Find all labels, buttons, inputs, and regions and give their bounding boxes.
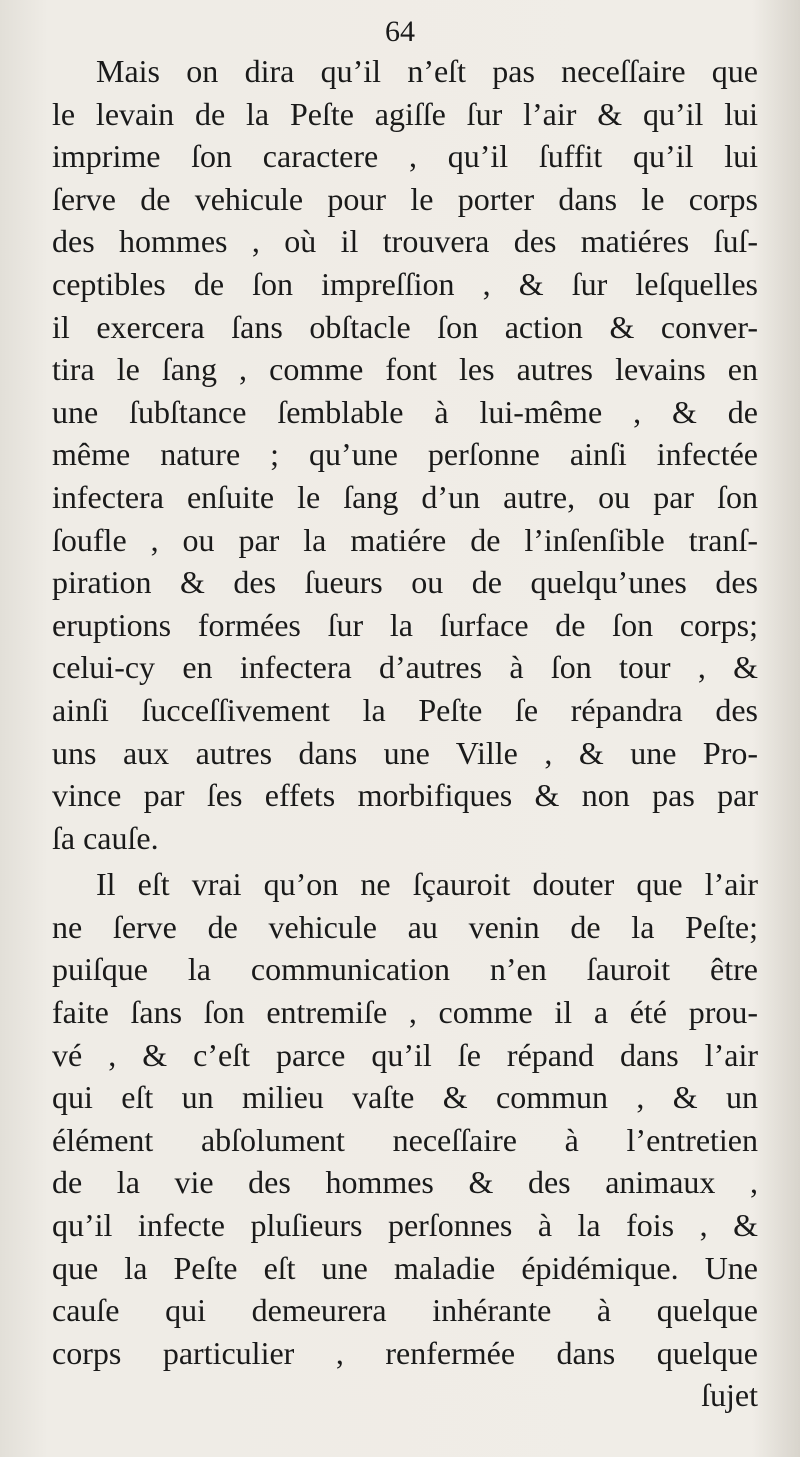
text-line: ainſi ſucceſſivement la Peſte ſe répandra des bbox=[52, 691, 758, 728]
text-line: ne ſerve de vehicule au venin de la Peſte; bbox=[52, 908, 758, 945]
text-line: élément abſolument neceſſaire à l’entretien bbox=[52, 1121, 758, 1158]
text-line: cauſe qui demeurera inhérante à quelque bbox=[52, 1292, 758, 1329]
text-line: Mais on dira qu’il n’eſt pas neceſſaire que bbox=[96, 53, 758, 89]
paragraph-1 bbox=[52, 50, 758, 859]
text-line: piration & des ſueurs ou de quelqu’unes des bbox=[52, 564, 758, 601]
text-body bbox=[52, 50, 758, 1417]
text-line: uns aux autres dans une Ville , & une Pro- bbox=[52, 734, 758, 771]
text-line: faite ſans ſon entremiſe , comme il a été prou- bbox=[52, 994, 758, 1031]
paragraph-2 bbox=[52, 863, 758, 1374]
text-line: imprime ſon caractere , qu’il ſuffit qu’il lui bbox=[52, 138, 758, 175]
text-line: une ſubſtance ſemblable à lui-même , & de bbox=[52, 393, 758, 430]
text-line: ſerve de vehicule pour le porter dans le corps bbox=[52, 180, 758, 217]
text-line: que la Peſte eſt une maladie épidémique. Une bbox=[52, 1249, 758, 1286]
text-line: qu’il infecte pluſieurs perſonnes à la fois , & bbox=[52, 1207, 758, 1244]
text-line: ceptibles de ſon impreſſion , & ſur leſquelles bbox=[52, 265, 758, 302]
text-line: des hommes , où il trouvera des matiéres ſuſ- bbox=[52, 223, 758, 260]
text-line: Il eſt vrai qu’on ne ſçauroit douter que l’air bbox=[96, 866, 758, 903]
text-line: ſa cauſe. bbox=[52, 819, 159, 856]
text-line: vince par ſes effets morbifiques & non pas par bbox=[52, 777, 758, 814]
catchword: ſujet bbox=[701, 1377, 758, 1414]
text-line: ſoufle , ou par la matiére de l’inſenſible tranſ- bbox=[52, 521, 758, 558]
text-line: de la vie des hommes & des animaux , bbox=[52, 1164, 758, 1201]
text-line: corps particulier , renfermée dans quelque bbox=[52, 1334, 758, 1371]
text-line: même nature ; qu’une perſonne ainſi infectée bbox=[52, 436, 758, 473]
text-line: le levain de la Peſte agiſſe ſur l’air & qu’il lui bbox=[52, 95, 758, 132]
text-line: eruptions formées ſur la ſurface de ſon corps; bbox=[52, 606, 758, 643]
text-line: tira le ſang , comme font les autres levains en bbox=[52, 351, 758, 388]
page-number: 64 bbox=[385, 15, 415, 48]
text-line: vé , & c’eſt parce qu’il ſe répand dans l’air bbox=[52, 1036, 758, 1073]
text-line: celui-cy en infectera d’autres à ſon tour , & bbox=[52, 649, 758, 686]
text-line: qui eſt un milieu vaſte & commun , & un bbox=[52, 1079, 758, 1116]
text-line: il exercera ſans obſtacle ſon action & conver- bbox=[52, 308, 758, 345]
text-line: puiſque la communication n’en ſauroit être bbox=[52, 951, 758, 988]
text-line: infectera enſuite le ſang d’un autre, ou par ſon bbox=[52, 478, 758, 515]
